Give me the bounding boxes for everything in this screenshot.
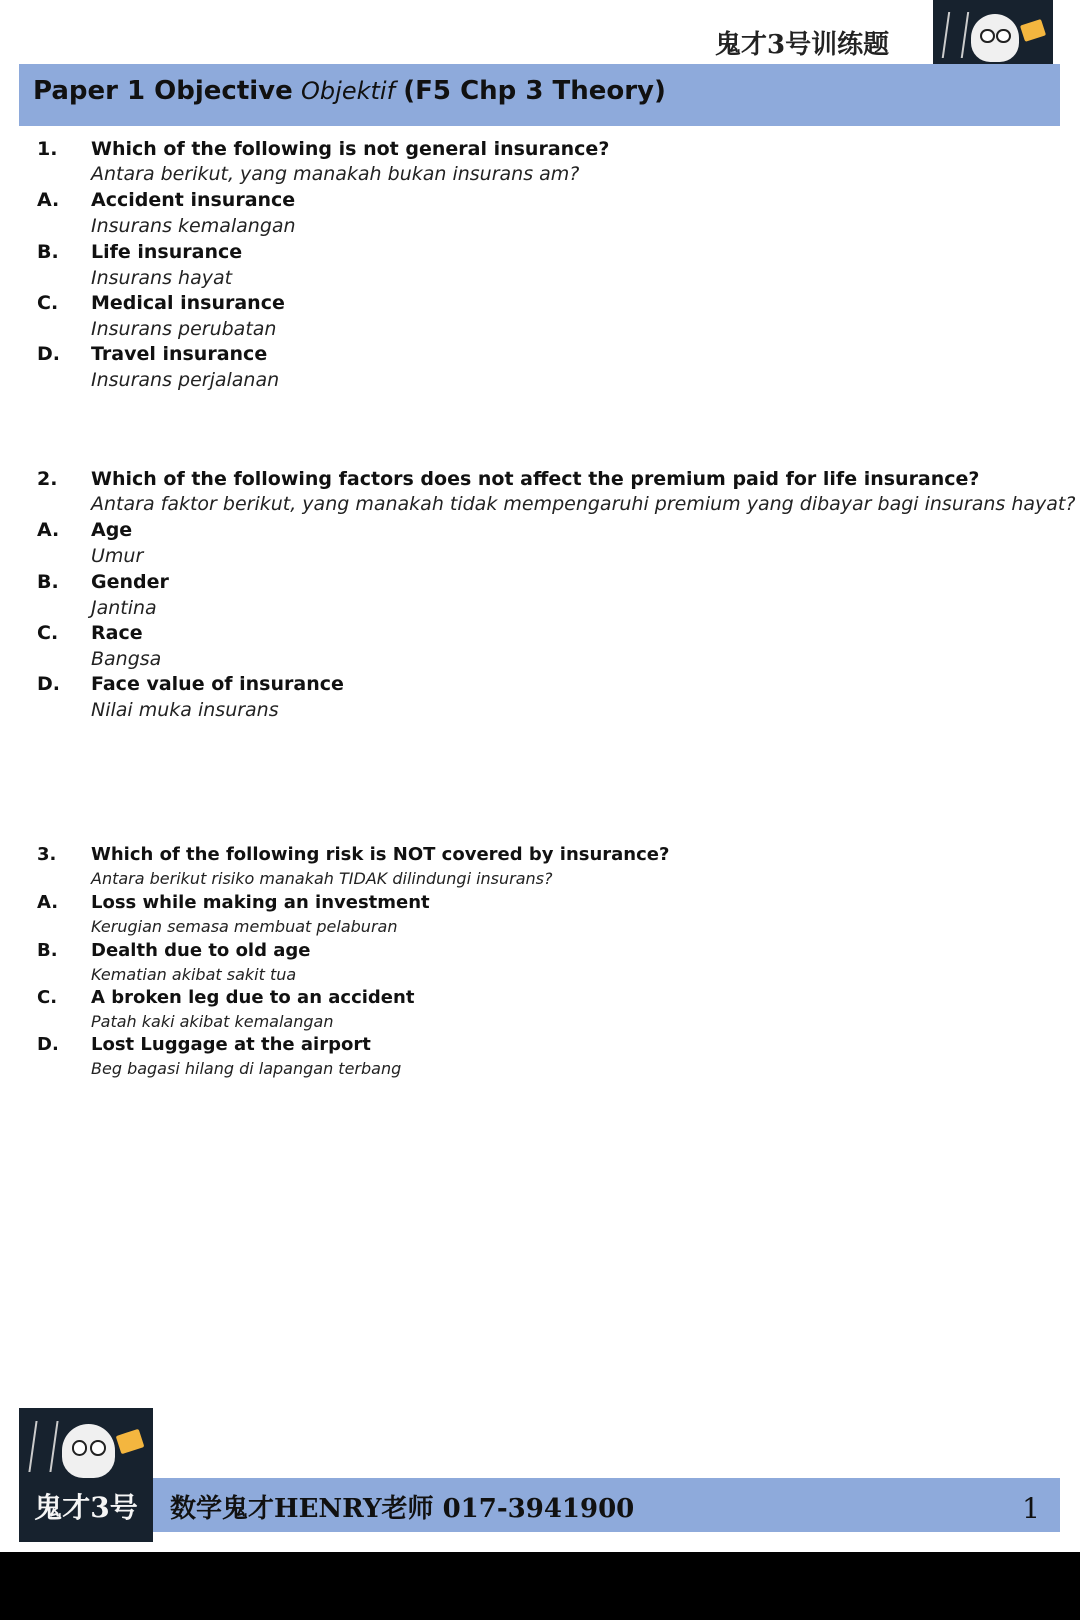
bottom-black-bar xyxy=(0,1552,1080,1620)
option-letter: A. xyxy=(37,519,60,541)
option-letter: A. xyxy=(37,189,60,211)
header-bar xyxy=(19,64,1060,126)
question-number: 1. xyxy=(37,138,58,160)
option-text-ms: Insurans perubatan xyxy=(91,318,277,340)
option-text-ms: Umur xyxy=(91,545,144,567)
chapter-label: (F5 Chp 3 Theory) xyxy=(403,76,666,106)
option-letter: B. xyxy=(37,940,58,961)
question-number: 3. xyxy=(37,844,57,865)
option-text-ms: Kerugian semasa membuat pelaburan xyxy=(91,917,398,936)
tag-icon xyxy=(1020,19,1046,42)
ghost-mascot-icon xyxy=(971,14,1019,62)
option-text-ms: Bangsa xyxy=(91,648,162,670)
option-text-en: Travel insurance xyxy=(91,343,268,365)
option-letter: C. xyxy=(37,987,58,1008)
paper-label: Paper 1 Objective xyxy=(33,76,293,106)
option-text-ms: Insurans hayat xyxy=(91,267,233,289)
tag-icon xyxy=(116,1429,145,1454)
option-text-ms: Insurans perjalanan xyxy=(91,369,280,391)
compass-icon xyxy=(29,1421,59,1472)
question-text-ms: Antara berikut risiko manakah TIDAK dilindungi insurans? xyxy=(91,869,553,888)
objektif-label: Objektif xyxy=(301,77,396,105)
option-text-ms: Insurans kemalangan xyxy=(91,215,296,237)
compass-icon xyxy=(942,12,969,58)
option-text-ms: Jantina xyxy=(91,597,157,619)
option-text-en: Race xyxy=(91,622,143,644)
option-letter: D. xyxy=(37,673,60,695)
question-text-ms: Antara faktor berikut, yang manakah tidak mempengaruhi premium yang dibayar bagi insurans hayat? xyxy=(91,493,1076,515)
question-text-en: Which of the following factors does not affect the premium paid for life insurance? xyxy=(91,468,980,490)
top-title: 鬼才3号训练题 xyxy=(715,30,890,60)
option-text-en: Loss while making an investment xyxy=(91,892,430,913)
footer-contact: 数学鬼才HENRY老师 017-3941900 xyxy=(170,1494,635,1524)
option-letter: B. xyxy=(37,571,59,593)
option-letter: C. xyxy=(37,622,59,644)
question-number: 2. xyxy=(37,468,58,490)
option-text-en: Dealth due to old age xyxy=(91,940,311,961)
option-letter: C. xyxy=(37,292,59,314)
option-text-en: Age xyxy=(91,519,133,541)
option-letter: D. xyxy=(37,1034,59,1055)
page-number: 1 xyxy=(1022,1492,1040,1525)
option-letter: B. xyxy=(37,241,59,263)
question-text-ms: Antara berikut, yang manakah bukan insurans am? xyxy=(91,163,580,185)
footer-bar xyxy=(153,1478,1060,1532)
option-text-en: Life insurance xyxy=(91,241,243,263)
option-text-en: Medical insurance xyxy=(91,292,285,314)
question-text-en: Which of the following is not general insurance? xyxy=(91,138,610,160)
option-text-en: Face value of insurance xyxy=(91,673,344,695)
option-letter: D. xyxy=(37,343,60,365)
option-text-ms: Patah kaki akibat kemalangan xyxy=(91,1012,334,1031)
question-text-en: Which of the following risk is NOT covered by insurance? xyxy=(91,844,670,865)
option-text-en: Gender xyxy=(91,571,169,593)
ghost-mascot-icon xyxy=(62,1424,116,1478)
option-text-ms: Beg bagasi hilang di lapangan terbang xyxy=(91,1059,402,1078)
option-letter: A. xyxy=(37,892,59,913)
option-text-ms: Nilai muka insurans xyxy=(91,699,279,721)
option-text-en: Accident insurance xyxy=(91,189,296,211)
option-text-en: Lost Luggage at the airport xyxy=(91,1034,371,1055)
option-text-en: A broken leg due to an accident xyxy=(91,987,415,1008)
logo-bottom xyxy=(19,1408,153,1542)
header-title xyxy=(33,76,666,106)
logo-brand-text: 鬼才3号 xyxy=(34,1490,138,1524)
option-text-ms: Kematian akibat sakit tua xyxy=(91,965,297,984)
